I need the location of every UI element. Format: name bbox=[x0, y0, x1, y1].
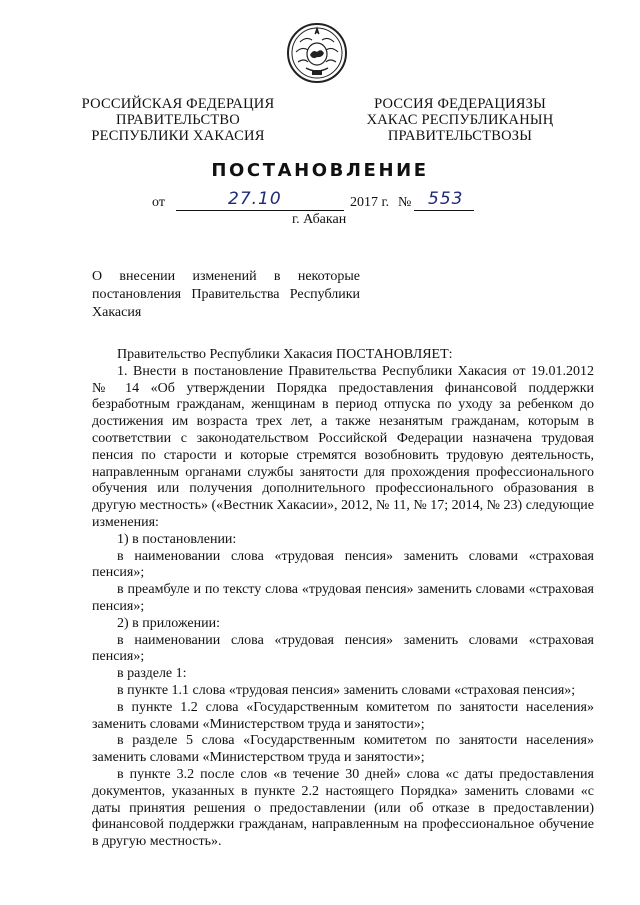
body-paragraph: Правительство Республики Хакасия ПОСТАНОВЛЯЕТ: bbox=[117, 347, 453, 362]
header-left-line: РОССИЙСКАЯ ФЕДЕРАЦИЯ bbox=[81, 96, 275, 112]
document-body bbox=[92, 347, 594, 851]
date-underline bbox=[176, 210, 344, 211]
body-paragraph: в пункте 1.2 слова «Государственным комитетом по занятости населения» заменить словами «Министерством труда и занятости»; bbox=[92, 699, 594, 732]
body-paragraph: в разделе 1: bbox=[117, 666, 187, 682]
body-paragraph: в разделе 5 слова «Государственным комитетом по занятости населения» заменить словами «Министерством труда и занятости»; bbox=[92, 733, 594, 766]
header-left-block bbox=[68, 96, 288, 144]
body-paragraph: 1. Внести в постановление Правительства Республики Хакасия от 19.01.2012 № 14 «Об утверждении Порядка предоставления финансовой поддержки безработным гражданам, женщинам в период отпуска по уходу за ребенком до достижения им возраста трех лет, а также незанятым гражданам, которым в соответствии с законодательством Российской Федерации назначена трудовая пенсия по старости и которые стремятся возобновить трудовую деятельность, направленным органами службы занятости для прохождения профессионального обучения или получения дополнительного профессионального образования в другую местность» («Вестник Хакасии», 2012, № 11, № 17; 2014, № 23) следующие изменения: bbox=[92, 363, 594, 530]
body-paragraph: в преамбуле и по тексту слова «трудовая пенсия» заменить словами «страховая пенсия»; bbox=[92, 582, 594, 614]
number-sign: № bbox=[398, 195, 412, 210]
date-handwritten: 27.10 bbox=[228, 189, 282, 209]
header-right-line: ПРАВИТЕЛЬСТВОЗЫ bbox=[387, 128, 533, 144]
body-paragraph: в пункте 1.1 слова «трудовая пенсия» заменить словами «страховая пенсия»; bbox=[117, 682, 576, 698]
header-right-line: ХАКАС РЕСПУБЛИКАНЫҢ bbox=[366, 112, 554, 128]
number-handwritten: 553 bbox=[428, 189, 464, 209]
dateline bbox=[0, 190, 640, 230]
body-paragraph: 2) в приложении: bbox=[117, 615, 220, 631]
header-right-block bbox=[350, 96, 570, 144]
date-prefix: от bbox=[152, 195, 165, 210]
subject-line: постановления Правительства Республики bbox=[92, 287, 360, 302]
year-text: 2017 г. bbox=[350, 195, 390, 210]
header-left-line: ПРАВИТЕЛЬСТВО bbox=[116, 112, 240, 128]
body-paragraph: в наименовании слова «трудовая пенсия» заменить словами «страховая пенсия»; bbox=[92, 548, 594, 581]
subject-line: О внесении изменений в некоторые bbox=[92, 269, 360, 284]
document-title: ПОСТАНОВЛЕНИЕ bbox=[211, 160, 429, 181]
body-paragraph: в пункте 3.2 после слов «в течение 30 дней» слова «с даты предоставления документов, указанных в пункте 2.2 настоящего Порядка» заменить словами «с даты принятия решения о предоставлении (или об отказе в предоставлении) финансовой поддержки гражданам, направленным на профессиональное обучение в другую местность». bbox=[92, 766, 594, 850]
coat-of-arms-icon bbox=[286, 22, 348, 84]
subject-block bbox=[92, 268, 360, 322]
subject-line: Хакасия bbox=[92, 305, 142, 320]
body-paragraph: в наименовании слова «трудовая пенсия» заменить словами «страховая пенсия»; bbox=[92, 632, 594, 665]
header-right-line: РОССИЯ ФЕДЕРАЦИЯЗЫ bbox=[374, 96, 546, 112]
header-left-line: РЕСПУБЛИКИ ХАКАСИЯ bbox=[91, 128, 265, 144]
city-text: г. Абакан bbox=[292, 212, 347, 227]
body-paragraph: 1) в постановлении: bbox=[117, 531, 237, 547]
number-underline bbox=[414, 210, 474, 211]
